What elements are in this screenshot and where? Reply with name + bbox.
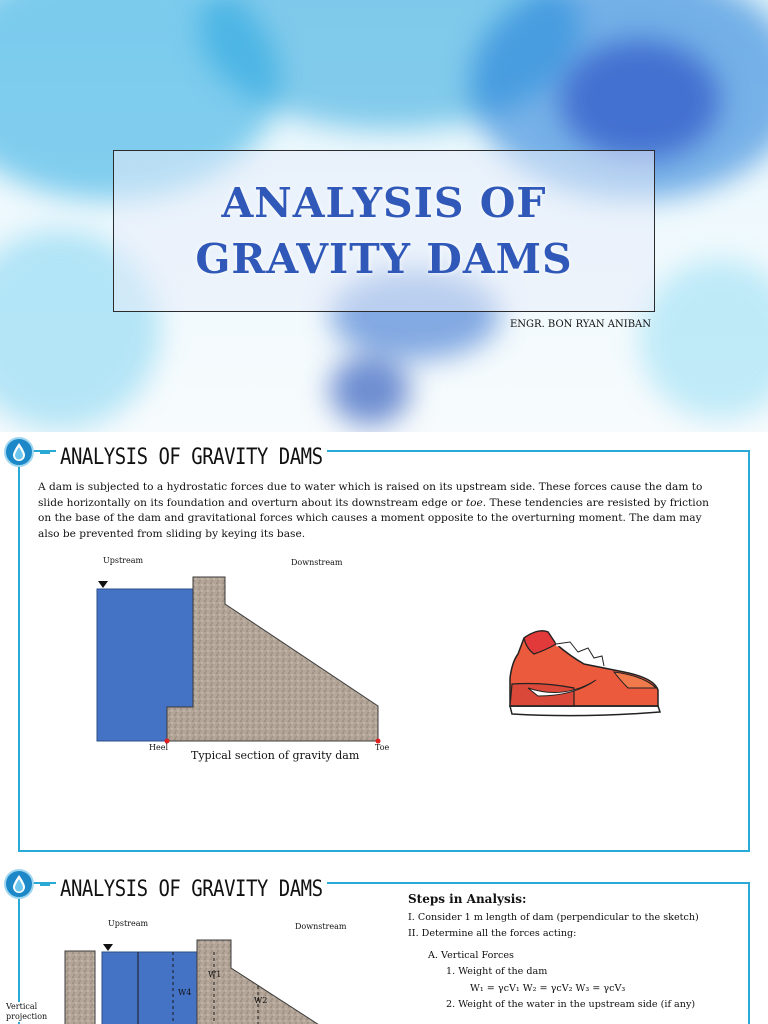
upstream-label: Upstream bbox=[108, 919, 149, 928]
ink-cloud bbox=[640, 260, 768, 420]
step-item: W₁ = γcV₁ W₂ = γcV₂ W₃ = γcV₃ bbox=[470, 982, 626, 994]
presentation-title: ANALYSIS OF GRAVITY DAMS bbox=[195, 179, 573, 283]
heel-label: Heel bbox=[149, 743, 169, 752]
author-name: ENGR. BON RYAN ANIBAN bbox=[510, 319, 652, 330]
dam-body bbox=[167, 577, 378, 741]
sneaker-image bbox=[504, 626, 664, 718]
dam-body bbox=[197, 940, 330, 1024]
step-item: II. Determine all the forces acting: bbox=[408, 928, 577, 940]
water-level-marker bbox=[98, 581, 108, 588]
upstream-label: Upstream bbox=[103, 556, 144, 565]
dam-forces-diagram bbox=[0, 862, 400, 1024]
ink-cloud bbox=[560, 40, 720, 160]
ink-cloud bbox=[330, 355, 410, 425]
slide-dam-overview bbox=[0, 432, 768, 860]
steps-title: Steps in Analysis: bbox=[408, 892, 527, 906]
step-item: I. Consider 1 m length of dam (perpendicular to the sketch) bbox=[408, 912, 699, 923]
paragraph-emphasis: toe bbox=[465, 496, 483, 509]
diagram-caption: Typical section of gravity dam bbox=[191, 749, 360, 762]
paragraph-text: A dam is subjected to a hydrostatic forces due to water which is raised on its upstream side. These forces cause the dam to slide horizontally on its foundation and overturn about its downstream edge or bbox=[38, 481, 703, 509]
vertical-projection-label: Vertical projection bbox=[6, 1002, 60, 1022]
downstream-label: Downstream bbox=[295, 922, 347, 931]
water-level-marker bbox=[103, 944, 113, 951]
title-box bbox=[113, 150, 655, 312]
downstream-label: Downstream bbox=[291, 558, 343, 567]
step-item: 1. Weight of the dam bbox=[446, 966, 548, 978]
step-item: 2. Weight of the water in the upstream side (if any) bbox=[446, 999, 696, 1011]
foundation-block bbox=[65, 951, 95, 1024]
section-heading: ANALYSIS OF GRAVITY DAMS bbox=[56, 442, 327, 472]
w1-label: W1 bbox=[208, 970, 222, 979]
section-heading: ANALYSIS OF GRAVITY DAMS bbox=[56, 874, 327, 904]
w2-label: W2 bbox=[254, 996, 268, 1005]
title-slide bbox=[0, 0, 768, 432]
paragraph-text: . These tendencies are resisted by friction on the base of the dam and gravitational forces which causes a moment opposite to the overturning moment. The dam may also be prevented from sliding by keying its base. bbox=[38, 496, 709, 540]
toe-label: Toe bbox=[375, 743, 390, 752]
w4-label: W4 bbox=[178, 988, 192, 997]
step-item: A. Vertical Forces bbox=[428, 949, 514, 961]
steps-in-analysis bbox=[408, 892, 758, 1013]
slide-steps-in-analysis bbox=[0, 862, 768, 1024]
